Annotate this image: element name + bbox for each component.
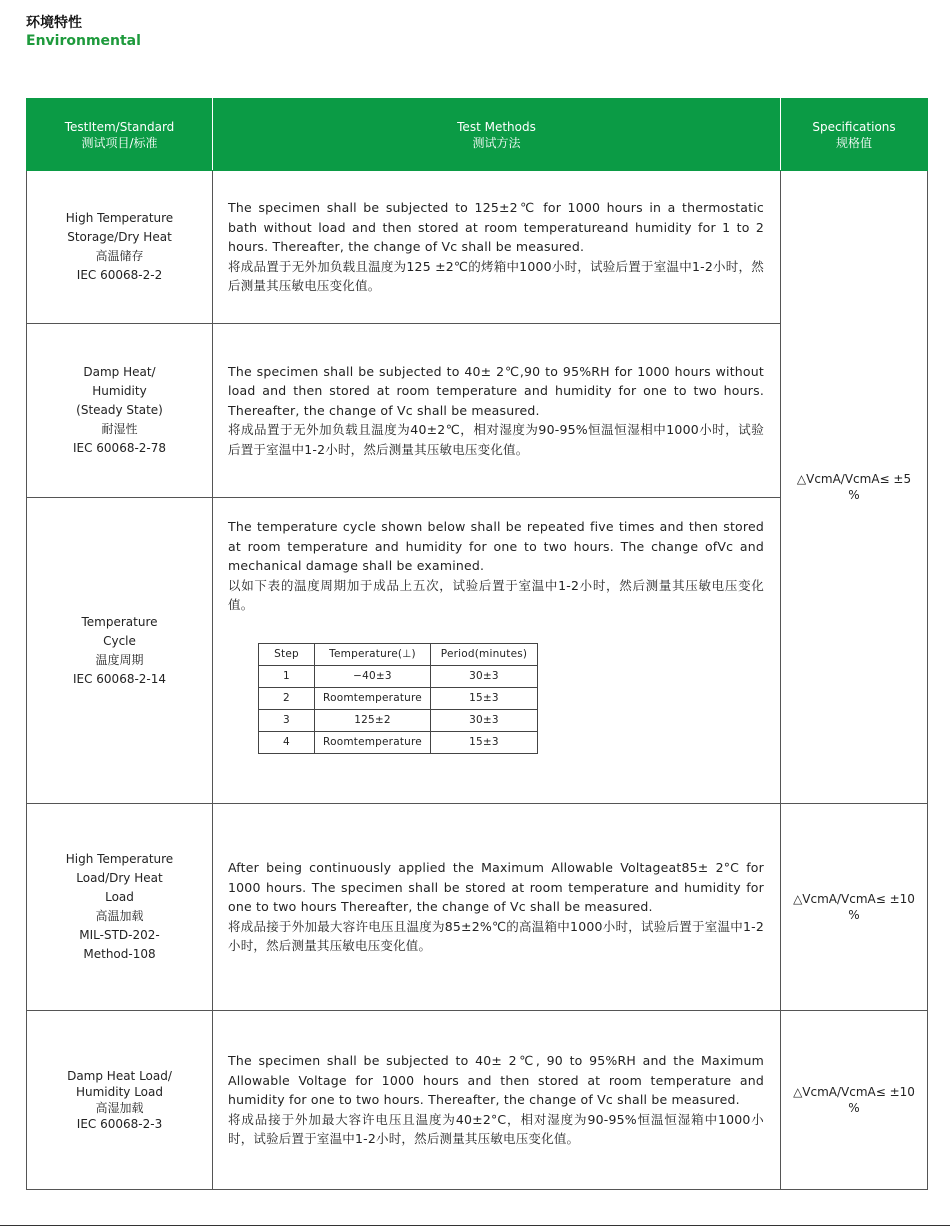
method-text-en: The specimen shall be subjected to 40± 2℃,90 to 95%RH for 1000 hours without load and then stored at room temperature and humidity for one to two hours. Thereafter, the change of Vc shall be measured. [228,363,764,418]
cycle-table-header: Step Temperature(⊥) Period(minutes) [259,643,538,665]
test-method-cell [213,1011,781,1190]
table-header-row [27,99,928,171]
col-header-testitem: TestItem/Standard 测试项目/标准 [27,99,213,171]
section-title-cn: 环境特性 [26,15,82,31]
test-method-cell [213,171,781,324]
method-text-cn: 将成品接于外加最大容许电压且温度为40±2°C，相对湿度为90-95%恒温恒湿箱中1000小时，试验后置于室温中1-2小时，然后测量其压敏电压变化值。 [228,1111,764,1147]
method-text-en: The specimen shall be subjected to 125±2℃ for 1000 hours in a thermostatic bath without load and then stored at room temperatureand humidity for 1 to 2 hours. Thereafter, the change of Vc shall be measured. [228,200,764,255]
test-item-cell: High Temperature Load/Dry Heat Load 高温加载 MIL-STD-202- Method-108 [27,804,213,1011]
col-header-testmethods: Test Methods 测试方法 [213,99,781,171]
test-method-cell [213,324,781,498]
table-row [27,171,928,324]
method-text-cn: 将成品接于外加最大容许电压且温度为85±2%℃的高温箱中1000小时，试验后置于室温中1-2小时，然后测量其压敏电压变化值。 [228,918,764,954]
section-title-en: Environmental [26,33,141,49]
cycle-table-row: 4 Roomtemperature 15±3 [259,731,538,753]
test-item-cell: High Temperature Storage/Dry Heat 高温储存 IEC 60068-2-2 [27,171,213,324]
method-text-cn: 将成品置于无外加负载且温度为40±2℃，相对湿度为90-95%恒温恒湿相中1000小时，试验后置于室温中1-2小时，然后测量其压敏电压变化值。 [228,422,764,457]
cycle-table-row: 3 125±2 30±3 [259,709,538,731]
test-method-cell [213,804,781,1011]
spec-cell: △VcmA/VcmA≤ ±5 % [781,171,928,804]
col-header-specifications: Specifications 规格值 [781,99,928,171]
table-row [27,1011,928,1190]
test-item-cell: Temperature Cycle 温度周期 IEC 60068-2-14 [27,498,213,804]
method-text-en: The temperature cycle shown below shall be repeated five times and then stored at room temperature and humidity for one to two hours. The change ofVc and mechanical damage shall be examined. [228,519,764,574]
cycle-table-row: 2 Roomtemperature 15±3 [259,687,538,709]
environmental-test-table [26,98,928,1190]
test-method-cell [213,498,781,804]
cycle-table-row: 1 −40±3 30±3 [259,665,538,687]
test-item-cell: Damp Heat/ Humidity (Steady State) 耐湿性 IEC 60068-2-78 [27,324,213,498]
method-text-en: The specimen shall be subjected to 40± 2℃, 90 to 95%RH and the Maximum Allowable Voltage for 1000 hours and then stored at room temperature and humidity for one to two hours. Thereafter, the change of Vc shall be measured. [228,1053,764,1108]
table-row [27,804,928,1011]
spec-cell: △VcmA/VcmA≤ ±10 % [781,804,928,1011]
page-bottom-divider [0,1225,950,1226]
temperature-cycle-table [258,643,538,754]
test-item-cell: Damp Heat Load/ Humidity Load 高湿加载 IEC 60068-2-3 [27,1011,213,1190]
method-text-en: After being continuously applied the Maximum Allowable Voltageat85± 2°C for 1000 hours. The specimen shall be stored at room temperature and humidity for one to two hours Thereafter, the change of Vc shall be measured. [228,860,764,915]
method-text-cn: 将成品置于无外加负载且温度为125 ±2℃的烤箱中1000小时，试验后置于室温中1-2小时，然后测量其压敏电压变化值。 [228,258,764,294]
method-text-cn: 以如下表的温度周期加于成品上五次，试验后置于室温中1-2小时，然后测量其压敏电压变化值。 [228,577,764,613]
section-header [26,14,141,50]
spec-cell: △VcmA/VcmA≤ ±10 % [781,1011,928,1190]
